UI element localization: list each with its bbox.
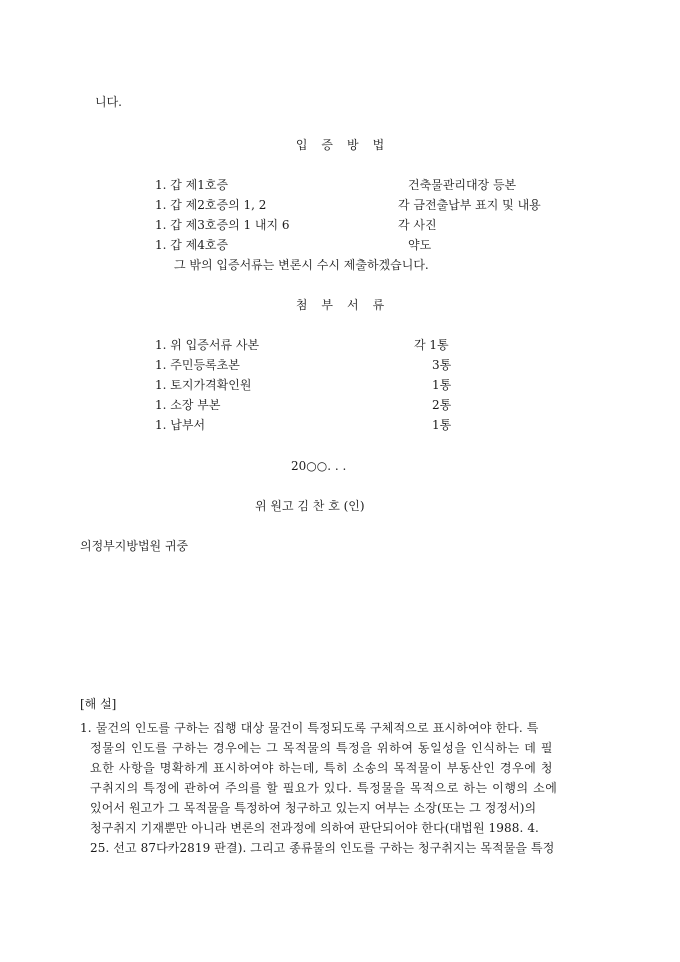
attachment-count: 3통 bbox=[432, 358, 452, 372]
attachment-label: 1. 소장 부본 bbox=[155, 398, 221, 412]
evidence-heading: 입증방법 bbox=[295, 138, 399, 152]
evidence-desc: 각 사진 bbox=[398, 218, 437, 232]
court-addressee: 의정부지방법원 귀중 bbox=[80, 539, 189, 553]
commentary-line: 1. 물건의 인도를 구하는 집행 대상 물건이 특정되도록 구체적으로 표시하여야 한다. 특 bbox=[80, 721, 539, 735]
attachment-label: 1. 납부서 bbox=[155, 418, 206, 432]
attachment-label: 1. 주민등록초본 bbox=[155, 358, 240, 372]
evidence-desc: 약도 bbox=[408, 238, 432, 252]
continued-text: 니다. bbox=[95, 95, 122, 109]
filing-date: 20○○. . . bbox=[291, 459, 347, 473]
attachment-item bbox=[0, 397, 680, 413]
attachment-item bbox=[0, 357, 680, 373]
commentary-line: 있어서 원고가 그 목적물을 특정하여 청구하고 있는지 여부는 소장(또는 그 정정서)의 bbox=[90, 801, 537, 815]
attachments-heading: 첨부서류 bbox=[295, 298, 399, 312]
evidence-label: 1. 갑 제4호증 bbox=[155, 238, 229, 252]
evidence-desc: 각 금전출납부 표지 및 내용 bbox=[398, 198, 541, 212]
commentary-line: 25. 선고 87다카2819 판결). 그리고 종류물의 인도를 구하는 청구취지는 목적물을 특정 bbox=[90, 841, 555, 855]
evidence-item bbox=[0, 237, 680, 253]
plaintiff-signature: 위 원고 김 찬 호 (인) bbox=[255, 499, 365, 513]
attachment-item bbox=[0, 337, 680, 353]
attachment-count: 2통 bbox=[432, 398, 452, 412]
commentary-line: 요한 사항을 명확하게 표시하여야 하는데, 특히 소송의 목적물이 부동산인 경우에 청 bbox=[90, 761, 554, 775]
evidence-desc: 건축물관리대장 등본 bbox=[408, 178, 517, 192]
commentary-line: 구취지의 특정에 관하여 주의를 할 필요가 있다. 특정물을 목적으로 하는 이행의 소에 bbox=[90, 781, 558, 795]
attachment-label: 1. 토지가격확인원 bbox=[155, 378, 252, 392]
attachment-count: 1통 bbox=[432, 378, 452, 392]
evidence-item bbox=[0, 217, 680, 233]
evidence-label: 1. 갑 제3호증의 1 내지 6 bbox=[155, 218, 290, 232]
attachment-item bbox=[0, 417, 680, 433]
commentary-body bbox=[80, 720, 600, 856]
attachment-label: 1. 위 입증서류 사본 bbox=[155, 338, 260, 352]
evidence-label: 1. 갑 제1호증 bbox=[155, 178, 229, 192]
commentary-line: 청구취지 기재뿐만 아니라 변론의 전과정에 의하여 판단되어야 한다(대법원 1988. 4. bbox=[90, 821, 539, 835]
attachment-item bbox=[0, 377, 680, 393]
commentary-line: 정물의 인도를 구하는 경우에는 그 목적물의 특정을 위하여 동일성을 인식하는 데 필 bbox=[90, 741, 554, 755]
attachment-count: 1통 bbox=[432, 418, 452, 432]
evidence-item bbox=[0, 197, 680, 213]
commentary-title: [해 설] bbox=[80, 697, 117, 711]
evidence-item bbox=[0, 177, 680, 193]
attachment-count: 각 1통 bbox=[414, 338, 449, 352]
evidence-note: 그 밖의 입증서류는 변론시 수시 제출하겠습니다. bbox=[174, 258, 429, 272]
evidence-label: 1. 갑 제2호증의 1, 2 bbox=[155, 198, 267, 212]
